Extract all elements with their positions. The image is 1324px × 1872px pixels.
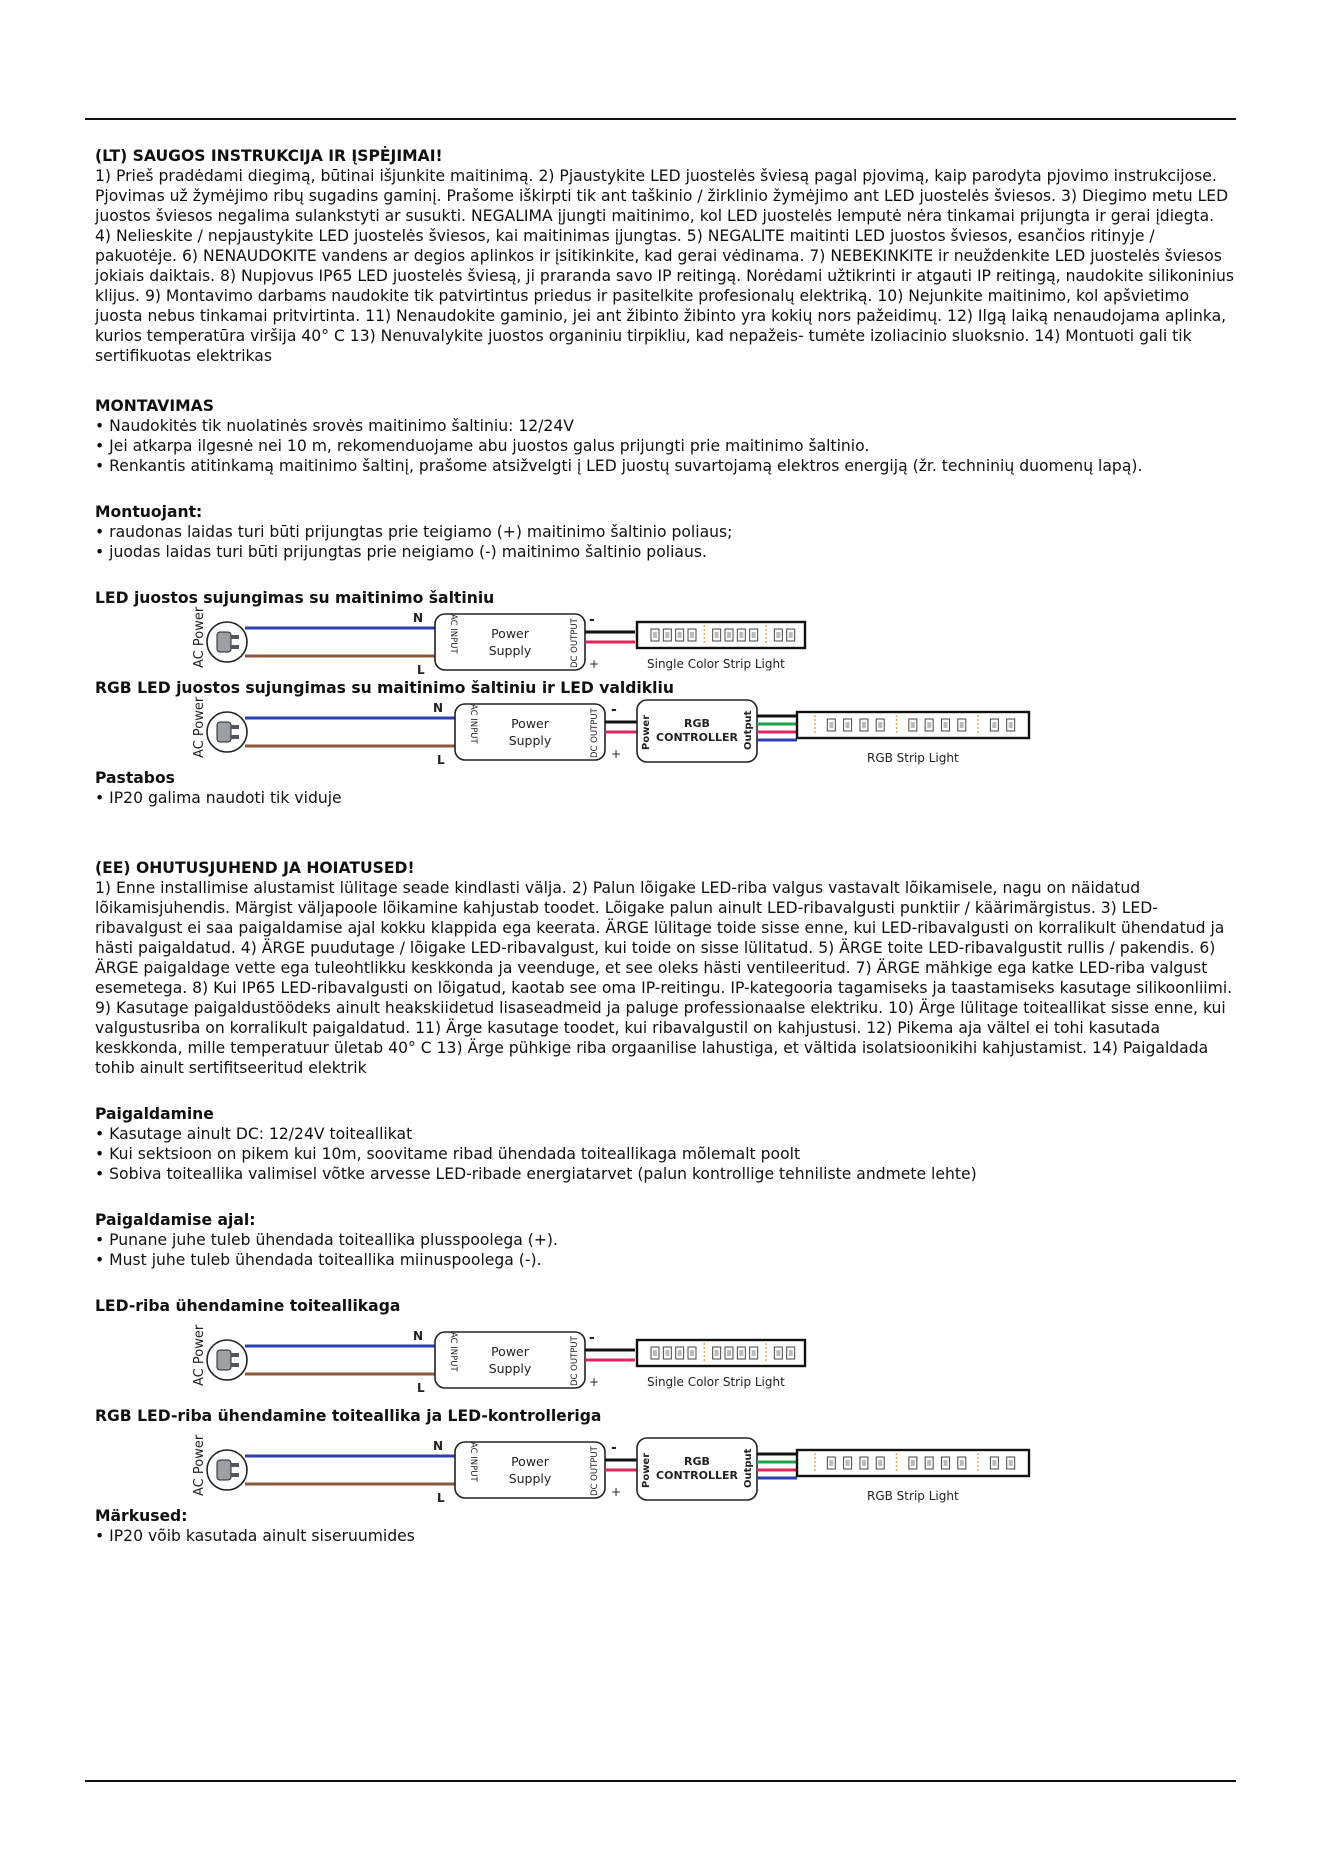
power-supply-label: Power [511,1454,549,1469]
ac-power-label: AC Power [192,696,207,758]
led-chip-core [927,1460,931,1466]
led-chip-core [911,722,915,728]
document-body [95,146,1235,1546]
led-chip-core [846,1460,850,1466]
ee-wiring-list [95,1230,1235,1270]
list-item: • Naudokitės tik nuolatinės srovės maitinimo šaltiniu: 12/24V [95,416,1235,436]
controller-output-label: Output [743,1448,754,1488]
list-item: • Kui sektsioon on pikem kui 10m, soovitame ribad ühendada toiteallikaga mõlemalt poolt [95,1144,1235,1164]
ee-notes-list [95,1526,1235,1546]
lt-diagram1-heading: LED juostos sujungimas su maitinimo šaltiniu [95,589,495,607]
led-chip-core [829,722,833,728]
power-supply-label: Power [491,1344,529,1359]
dc-output-label: DC OUTPUT [590,1446,600,1496]
list-item: • Sobiva toiteallika valimisel võtke arvesse LED-ribade energiatarvet (palun kontrollige tehniliste andmete lehte) [95,1164,1235,1184]
led-chip-core [752,632,756,638]
controller-power-label: Power [641,714,652,750]
led-chip-core [776,1350,780,1356]
plus-label: + [589,1375,600,1389]
lt-wiring-heading: Montuojant: [95,503,203,521]
diagram-group [192,1324,805,1395]
led-chip-core [665,632,669,638]
ac-power-label: AC Power [192,606,207,668]
plus-label: + [589,657,600,671]
lt-install-heading: MONTAVIMAS [95,397,214,415]
led-chip-core [878,722,882,728]
lt-notes-heading: Pastabos [95,769,175,787]
plug-prong [231,1473,239,1477]
led-chip-core [943,1460,947,1466]
led-chip-core [653,632,657,638]
list-item: • IP20 võib kasutada ainult siseruumides [95,1526,1235,1546]
led-chip-core [653,1350,657,1356]
n-label: N [433,701,444,715]
controller-power-label: Power [641,1452,652,1488]
power-supply-label: Power [511,716,549,731]
list-item: • Punane juhe tuleb ühendada toiteallika plusspoolega (+). [95,1230,1235,1250]
led-chip-core [960,1460,964,1466]
ee-title: (EE) OHUTUSJUHEND JA HOIATUSED! [95,859,415,877]
lt-install-list [95,416,1235,476]
ee-notes-heading: Märkused: [95,1507,188,1525]
plug-prong [231,1363,239,1367]
diagram-group [192,696,1029,767]
led-chip-core [727,632,731,638]
led-chip-core [862,722,866,728]
strip-caption: RGB Strip Light [867,1489,959,1503]
wiring-diagram-graphic [95,608,915,678]
list-item: • Kasutage ainult DC: 12/24V toiteallikat [95,1124,1235,1144]
wiring-diagram-graphic [95,696,959,768]
ee-wiring-heading: Paigaldamise ajal: [95,1211,256,1229]
l-label: L [437,1491,445,1505]
plug-prong [231,725,239,729]
list-item: • Must juhe tuleb ühendada toiteallika miinuspoolega (-). [95,1250,1235,1270]
power-supply-label: Power [491,626,529,641]
dc-output-label: DC OUTPUT [590,708,600,758]
plus-label: + [611,1485,622,1499]
led-chip-core [992,1460,996,1466]
list-item: • IP20 galima naudoti tik viduje [95,788,1235,808]
led-chip-core [943,722,947,728]
minus-label: - [589,1330,595,1346]
lt-notes-list [95,788,1235,808]
ac-input-label: AC INPUT [468,1442,478,1482]
rgb-wiring-diagram [95,696,959,768]
rgb-wiring-diagram [95,1434,959,1506]
l-label: L [417,663,425,677]
led-chip-core [862,1460,866,1466]
plug-body [217,1350,231,1370]
single-color-wiring-diagram [95,1326,915,1396]
lt-diagram2-heading: RGB LED juostos sujungimas su maitinimo šaltiniu ir LED valdikliu [95,679,674,697]
list-item: • Jei atkarpa ilgesnė nei 10 m, rekomenduojame abu juostos galus prijungti prie maitinimo šaltinio. [95,436,1235,456]
led-chip-core [715,632,719,638]
plug-prong [231,645,239,649]
wiring-diagram-graphic [95,1326,915,1396]
led-chip-core [776,632,780,638]
plug-body [217,722,231,742]
ee-diagram1-heading: LED-riba ühendamine toiteallikaga [95,1297,401,1315]
n-label: N [433,1439,444,1453]
wiring-diagram-graphic [95,1434,959,1506]
minus-label: - [611,702,617,718]
led-chip-core [789,1350,793,1356]
l-label: L [417,1381,425,1395]
led-chip-core [878,1460,882,1466]
header-rule [85,118,1236,120]
power-supply-label: Supply [488,643,532,658]
lt-title: (LT) SAUGOS INSTRUKCIJA IR ĮSPĖJIMAI! [95,147,443,165]
led-chip-core [727,1350,731,1356]
power-supply-label: Supply [508,1471,552,1486]
plus-label: + [611,747,622,761]
ac-input-label: AC INPUT [448,1332,458,1372]
single-color-wiring-diagram [95,608,915,678]
led-chip-core [690,1350,694,1356]
lt-safety-text: 1) Prieš pradėdami diegimą, būtinai išjunkite maitinimą. 2) Pjaustykite LED juostelės šviesą pagal pjovimą, kaip parodyta pjovimo instrukcijose. Pjovimas už žymėjimo ribų sugadins gaminį. Prašome iškirpti tik ant taškinio / žirklinio žymėjimo ant LED juostelės šviesos. 3) Diegimo metu LED juostos šviesos negalima sulankstyti ar susukti. NEGALIMA įjungti maitinimo, kol LED juostelės lemputė nėra tinkamai prijungta ir gerai įdiegta. 4) Nelieskite / nepjaustykite LED juostelės šviesos, kai maitinimas įjungtas. 5) NEGALITE maitinti LED juostos šviesos, esančios ritinyje / pakuotėje. 6) NENAUDOKITE vandens ar degios aplinkos ir įsitikinkite, kad gerai vėdinama. 7) NEBEKINKITE ir neuždenkite LED juostelės šviesos jokiais daiktais. 8) Nupjovus IP65 LED juostelės šviesą, ji praranda savo IP reitingą. Norėdami užtikrinti ir atgauti IP reitingą, naudokite silikoninius klijus. 9) Montavimo darbams naudokite tik patvirtintus priedus ir pasitelkite profesionalų elektriką. 10) Nejunkite maitinimo, kol apšvietimo juosta nebus tinkamai pritvirtinta. 11) Nenaudokite gaminio, jei ant žibinto žibinto yra kokių nors pažeidimų. 12) Ilgą laiką nenaudojama aplinka, kurios temperatūra viršija 40° C 13) Nenuvalykite juostos organiniu tirpikliu, kad nepažeis- tumėte izoliacinio sluoksnio. 14) Montuoti gali tik sertifikuotas elektrikas [95,167,1234,365]
ee-section [95,858,1235,1546]
rgb-controller-label: CONTROLLER [656,1469,738,1482]
led-chip-core [678,632,682,638]
led-chip-core [678,1350,682,1356]
strip-caption: Single Color Strip Light [647,657,785,671]
power-supply-label: Supply [508,733,552,748]
lt-wiring-list [95,522,1235,562]
l-label: L [437,753,445,767]
ee-install-list [95,1124,1235,1184]
strip-caption: RGB Strip Light [867,751,959,765]
n-label: N [413,611,424,625]
ee-install-heading: Paigaldamine [95,1105,214,1123]
n-label: N [413,1329,424,1343]
led-chip-core [992,722,996,728]
diagram-group [192,606,805,677]
rgb-controller-label: RGB [684,717,710,730]
ee-safety-text: 1) Enne installimise alustamist lülitage seade kindlasti välja. 2) Palun lõigake LED-riba valgus vastavalt lõikamisele, nagu on näidatud lõikamisjuhendis. Märgist väljapoole lõikamine kahjustab toodet. Lõigake palun ainult LED-ribavalgusti punktiir / käärimärgistus. 3) LED-ribavalgust ei saa paigaldamise ajal kokku klappida ega keerata. ÄRGE lülitage toide sisse enne, kui LED-ribavalgusti on korralikult ühendatud ja hästi paigaldatud. 4) ÄRGE puudutage / lõigake LED-ribavalgust, kui toide on sisse lülitatud. 5) ÄRGE toite LED-ribavalgustit rullis / pakendis. 6) ÄRGE paigaldage vette ega tuleohtlikku keskkonda ja veenduge, et see oleks hästi ventileeritud. 7) ÄRGE mähkige ega katke LED-riba valgust esemetega. 8) Kui IP65 LED-ribavalgusti on lõigatud, kaotab see oma IP-reitingu. IP-kategooria tagamiseks ja taastamiseks kasutage silikoonliimi. 9) Kasutage paigaldustöödeks ainult heakskiidetud lisaseadmeid ja paluge professionaalse elektriku. 10) Ärge lülitage toiteallikat sisse enne, kui valgustusriba on korralikult paigaldatud. 11) Ärge kasutage toodet, kui ribavalgustil on kahjustusi. 12) Pikema aja vältel ei tohi kasutada keskkonda, mille temperatuur ületab 40° C 13) Ärge pühkige riba orgaanilise lahustiga, et vältida isolatsioonikihi kahjustamist. 14) Paigaldada tohib ainult sertifitseeritud elektrik [95,879,1233,1077]
minus-label: - [589,612,595,628]
rgb-controller-label: CONTROLLER [656,731,738,744]
led-chip-core [1009,1460,1013,1466]
plug-prong [231,1463,239,1467]
led-chip-core [1009,722,1013,728]
led-chip-core [715,1350,719,1356]
lt-section [95,146,1235,808]
footer-rule [85,1780,1236,1782]
led-chip-core [829,1460,833,1466]
list-item: • juodas laidas turi būti prijungtas prie neigiamo (-) maitinimo šaltinio poliaus. [95,542,1235,562]
diagram-group [192,1434,1029,1505]
led-chip-core [739,632,743,638]
dc-output-label: DC OUTPUT [570,618,580,668]
ac-power-label: AC Power [192,1434,207,1496]
led-chip-core [911,1460,915,1466]
list-item: • raudonas laidas turi būti prijungtas prie teigiamo (+) maitinimo šaltinio poliaus; [95,522,1235,542]
led-chip-core [739,1350,743,1356]
ac-input-label: AC INPUT [468,704,478,744]
dc-output-label: DC OUTPUT [570,1336,580,1386]
ac-power-label: AC Power [192,1324,207,1386]
power-supply-label: Supply [488,1361,532,1376]
led-chip-core [960,722,964,728]
ee-diagram2-heading: RGB LED-riba ühendamine toiteallika ja LED-kontrolleriga [95,1407,602,1425]
led-chip-core [665,1350,669,1356]
minus-label: - [611,1440,617,1456]
led-chip-core [846,722,850,728]
led-chip-core [752,1350,756,1356]
led-chip-core [690,632,694,638]
plug-prong [231,735,239,739]
plug-body [217,1460,231,1480]
strip-caption: Single Color Strip Light [647,1375,785,1389]
ac-input-label: AC INPUT [448,614,458,654]
controller-output-label: Output [743,710,754,750]
plug-prong [231,1353,239,1357]
plug-body [217,632,231,652]
plug-prong [231,635,239,639]
rgb-controller-label: RGB [684,1455,710,1468]
led-chip-core [789,632,793,638]
led-chip-core [927,722,931,728]
list-item: • Renkantis atitinkamą maitinimo šaltinį, prašome atsižvelgti į LED juostų suvartojamą elektros energiją (žr. techninių duomenų lapą). [95,456,1235,476]
